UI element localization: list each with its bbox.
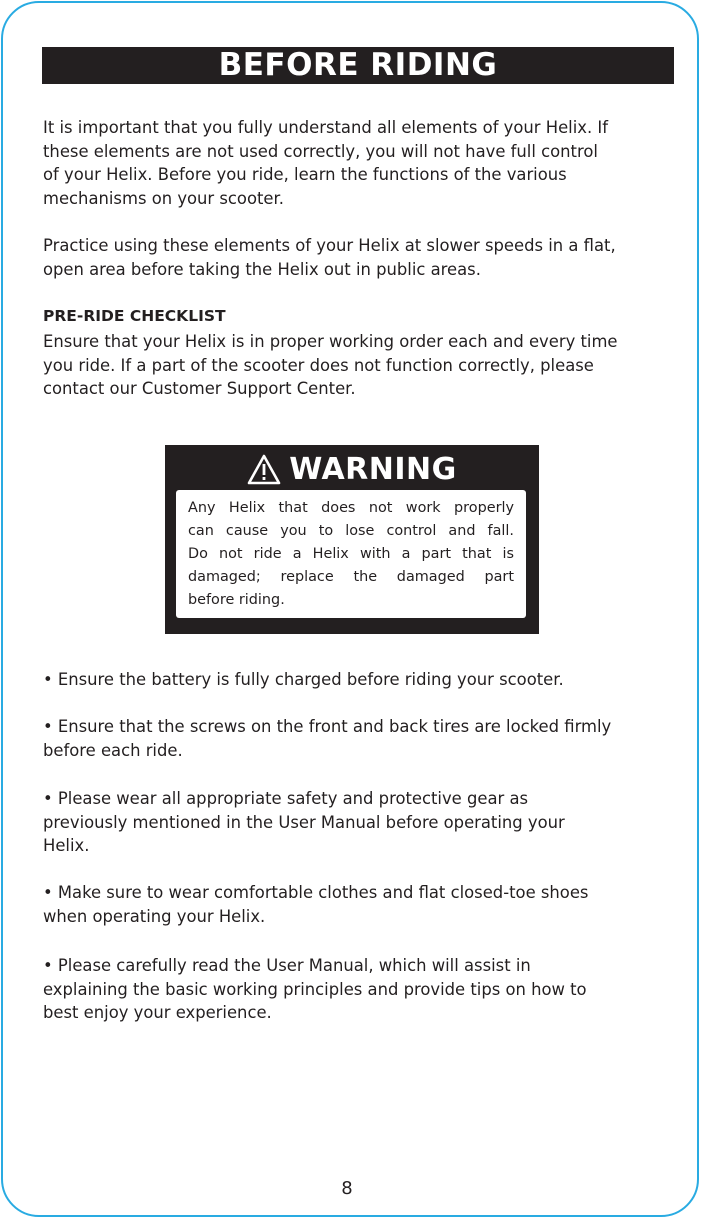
- text-line: mechanisms on your scooter.: [43, 189, 284, 209]
- text-line: • Please carefully read the User Manual, which will assist in: [43, 956, 531, 975]
- warning-box: [165, 445, 539, 634]
- warning-message: [188, 497, 514, 612]
- text-line: previously mentioned in the User Manual before operating your: [43, 812, 565, 832]
- warning-triangle-icon: [247, 454, 281, 486]
- text-line: best enjoy your experience.: [43, 1003, 272, 1023]
- warning-line: Any Helix that does not work properly: [188, 500, 514, 516]
- page-title: BEFORE RIDING: [42, 47, 674, 84]
- text-line: explaining the basic working principles and provide tips on how to: [43, 979, 587, 999]
- text-line: of your Helix. Before you ride, learn the functions of the various: [43, 165, 567, 185]
- text-line: open area before taking the Helix out in public areas.: [43, 259, 481, 279]
- text-line: you ride. If a part of the scooter does not function correctly, please: [43, 355, 594, 375]
- bullet-item-safety-gear: [43, 787, 683, 858]
- text-line: Ensure that your Helix is in proper working order each and every time: [43, 332, 618, 351]
- warning-line: can cause you to lose control and fall.: [188, 523, 514, 539]
- text-line: before each ride.: [43, 740, 183, 760]
- text-line: when operating your Helix.: [43, 906, 266, 926]
- text-line: Practice using these elements of your Helix at slower speeds in a flat,: [43, 236, 616, 255]
- bullet-item-battery: [43, 668, 683, 692]
- text-line: Helix.: [43, 836, 90, 856]
- warning-header: [165, 453, 539, 487]
- page-number: 8: [341, 1178, 353, 1199]
- text-line: • Ensure that the screws on the front and back tires are locked firmly: [43, 717, 612, 736]
- warning-title: WARNING: [289, 452, 457, 487]
- intro-paragraph-2: [43, 234, 675, 281]
- checklist-paragraph: [43, 330, 675, 401]
- text-line: • Ensure the battery is fully charged before riding your scooter.: [43, 670, 564, 689]
- warning-line: damaged; replace the damaged part: [188, 569, 514, 585]
- text-line: these elements are not used correctly, you will not have full control: [43, 141, 598, 161]
- intro-paragraph-1: [43, 116, 675, 211]
- text-line: It is important that you fully understand all elements of your Helix. If: [43, 118, 608, 137]
- text-line: • Please wear all appropriate safety and protective gear as: [43, 789, 529, 808]
- checklist-heading: PRE-RIDE CHECKLIST: [43, 307, 226, 325]
- bullet-item-clothing: [43, 881, 683, 928]
- warning-line: before riding.: [188, 592, 285, 608]
- warning-message-panel: [176, 490, 526, 618]
- text-line: • Make sure to wear comfortable clothes and flat closed-toe shoes: [43, 883, 589, 902]
- bullet-item-manual: [43, 954, 683, 1025]
- warning-line: Do not ride a Helix with a part that is: [188, 546, 514, 562]
- bullet-item-screws: [43, 715, 683, 762]
- text-line: contact our Customer Support Center.: [43, 379, 356, 399]
